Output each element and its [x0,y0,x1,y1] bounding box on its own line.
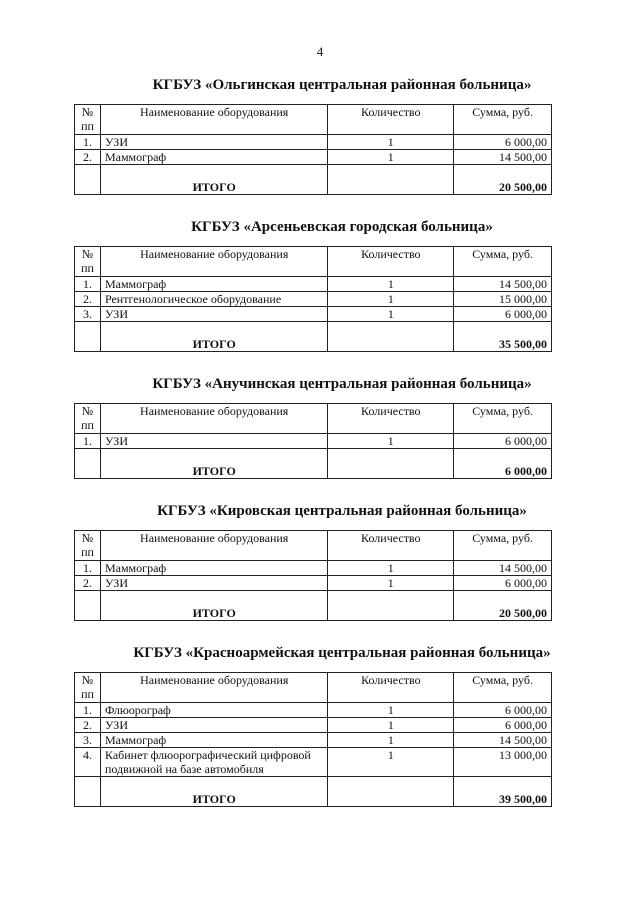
equipment-table [74,246,552,352]
row-sum: 6 000,00 [454,307,552,322]
section-olginskaya [72,76,612,195]
header-sum: Сумма, руб. [454,247,552,277]
row-num: 1. [75,434,101,449]
equipment-table [74,672,552,807]
row-num: 1. [75,277,101,292]
table-row [75,277,552,292]
total-sum: 35 500,00 [454,322,552,352]
row-num: 2. [75,150,101,165]
table-header-row [75,105,552,135]
row-name: Маммограф [100,150,327,165]
table-header-row [75,404,552,434]
total-row [75,449,552,479]
total-row [75,591,552,621]
row-name: УЗИ [100,576,327,591]
row-name: Маммограф [100,733,328,748]
row-name: УЗИ [100,718,328,733]
total-label: ИТОГО [100,322,327,352]
row-sum: 14 500,00 [454,561,552,576]
header-sum: Сумма, руб. [454,673,552,703]
row-num: 4. [75,748,101,777]
header-sum: Сумма, руб. [454,531,552,561]
header-name: Наименование оборудования [100,247,327,277]
row-num: 1. [75,561,101,576]
row-qty: 1 [328,292,454,307]
header-qty: Количество [328,105,454,135]
row-name: Рентгенологическое оборудование [100,292,327,307]
table-row [75,733,552,748]
row-num: 3. [75,733,101,748]
row-qty: 1 [328,307,454,322]
header-name: Наименование оборудования [100,673,328,703]
section-title: КГБУЗ «Арсеньевская городская больница» [191,219,493,235]
row-sum: 6 000,00 [454,718,552,733]
row-name: Кабинет флюорографический цифровой подвижной на базе автомобиля [100,748,328,777]
total-sum: 20 500,00 [454,591,552,621]
row-name: УЗИ [100,434,327,449]
header-num: № пп [75,105,101,135]
header-sum: Сумма, руб. [454,105,552,135]
total-row [75,322,552,352]
section-title: КГБУЗ «Ольгинская центральная районная больница» [152,77,532,93]
page-number: 4 [316,44,324,59]
row-name: Маммограф [100,277,327,292]
row-sum: 6 000,00 [454,135,552,150]
section-anuchinskaya [72,375,612,479]
header-qty: Количество [328,247,454,277]
row-qty: 1 [328,150,454,165]
total-sum: 39 500,00 [454,777,552,807]
header-num: № пп [75,531,101,561]
row-qty: 1 [328,703,454,718]
table-row [75,292,552,307]
equipment-table [74,104,552,195]
header-qty: Количество [328,673,454,703]
row-qty: 1 [328,135,454,150]
total-sum: 6 000,00 [454,449,552,479]
row-qty: 1 [328,277,454,292]
row-num: 2. [75,292,101,307]
section-kirovskaya [72,502,612,621]
table-row [75,748,552,777]
section-title: КГБУЗ «Кировская центральная районная больница» [157,503,527,519]
row-qty: 1 [328,733,454,748]
header-name: Наименование оборудования [100,531,327,561]
header-num: № пп [75,404,101,434]
header-name: Наименование оборудования [100,404,327,434]
section-arsenyevskaya [72,218,612,352]
header-sum: Сумма, руб. [454,404,552,434]
table-row [75,434,552,449]
total-sum: 20 500,00 [454,165,552,195]
row-name: Маммограф [100,561,327,576]
table-row [75,703,552,718]
row-qty: 1 [328,434,454,449]
row-qty: 1 [328,576,454,591]
row-sum: 15 000,00 [454,292,552,307]
table-row [75,150,552,165]
row-qty: 1 [328,561,454,576]
header-qty: Количество [328,531,454,561]
row-num: 1. [75,703,101,718]
row-sum: 13 000,00 [454,748,552,777]
table-row [75,135,552,150]
row-sum: 14 500,00 [454,150,552,165]
equipment-table [74,530,552,621]
table-header-row [75,673,552,703]
row-sum: 6 000,00 [454,434,552,449]
header-qty: Количество [328,404,454,434]
row-name: Флюорограф [100,703,328,718]
table-row [75,561,552,576]
total-label: ИТОГО [100,449,327,479]
header-name: Наименование оборудования [100,105,327,135]
section-krasnoarmeyskaya [72,644,612,807]
table-row [75,307,552,322]
row-qty: 1 [328,718,454,733]
table-row [75,718,552,733]
row-num: 3. [75,307,101,322]
table-header-row [75,531,552,561]
row-sum: 6 000,00 [454,576,552,591]
header-num: № пп [75,247,101,277]
row-sum: 6 000,00 [454,703,552,718]
total-label: ИТОГО [100,591,327,621]
total-label: ИТОГО [100,777,328,807]
row-name: УЗИ [100,135,327,150]
row-num: 2. [75,576,101,591]
total-row [75,165,552,195]
table-row [75,576,552,591]
section-title: КГБУЗ «Красноармейская центральная районная больница» [133,645,551,661]
header-num: № пп [75,673,101,703]
total-row [75,777,552,807]
total-label: ИТОГО [100,165,327,195]
equipment-table [74,403,552,479]
row-name: УЗИ [100,307,327,322]
table-header-row [75,247,552,277]
row-qty: 1 [328,748,454,777]
section-title: КГБУЗ «Анучинская центральная районная больница» [152,376,532,392]
row-sum: 14 500,00 [454,733,552,748]
row-num: 1. [75,135,101,150]
row-sum: 14 500,00 [454,277,552,292]
row-num: 2. [75,718,101,733]
